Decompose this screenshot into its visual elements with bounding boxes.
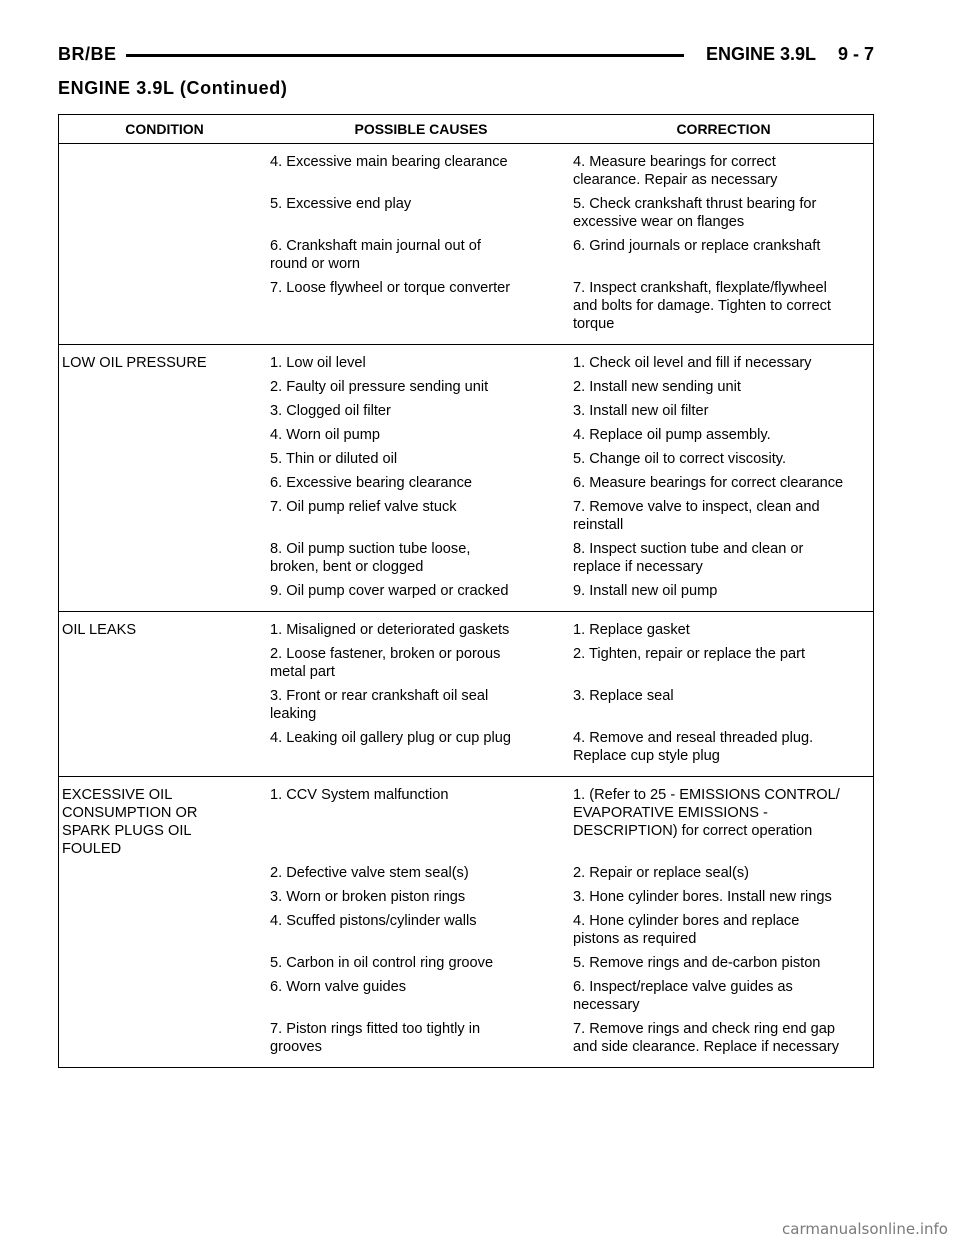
condition-cell [59, 954, 268, 972]
correction-cell: 6. Inspect/replace valve guides as necessary [573, 979, 793, 1013]
column-header-correction: CORRECTION [676, 121, 771, 137]
condition-cell: EXCESSIVE OIL CONSUMPTION OR SPARK PLUGS OIL FOULED [62, 787, 198, 857]
correction-cell: 7. Remove rings and check ring end gap and side clearance. Replace if necessary [573, 1021, 840, 1055]
table-row [59, 912, 873, 948]
table-row [59, 426, 873, 444]
condition-cell [59, 402, 268, 420]
cause-cell: 6. Excessive bearing clearance [270, 475, 472, 491]
cause-cell: 5. Carbon in oil control ring groove [270, 955, 494, 971]
condition-cell [59, 474, 268, 492]
table-row [59, 645, 873, 681]
correction-cell: 4. Hone cylinder bores and replace pistons as required [573, 913, 800, 947]
page-subtitle: ENGINE 3.9L (Continued) [58, 78, 288, 98]
table-header [59, 115, 873, 144]
table-row [59, 786, 873, 858]
correction-cell: 7. Remove valve to inspect, clean and reinstall [573, 499, 820, 533]
correction-cell: 7. Inspect crankshaft, flexplate/flywheel and bolts for damage. Tighten to correct torque [573, 280, 831, 332]
condition-cell [59, 978, 268, 1014]
table-row [59, 540, 873, 576]
correction-cell: 4. Measure bearings for correct clearance. Repair as necessary [573, 154, 778, 188]
condition-group [59, 612, 873, 777]
table-row [59, 279, 873, 333]
correction-cell: 8. Inspect suction tube and clean or replace if necessary [573, 541, 804, 575]
correction-cell: 3. Replace seal [573, 688, 674, 704]
table-row [59, 450, 873, 468]
condition-cell: OIL LEAKS [62, 622, 137, 638]
table-row [59, 354, 873, 372]
correction-cell: 2. Repair or replace seal(s) [573, 865, 750, 881]
table-row [59, 1020, 873, 1056]
condition-cell [59, 195, 268, 231]
condition-cell [59, 582, 268, 600]
correction-cell: 1. Replace gasket [573, 622, 690, 638]
condition-cell [59, 729, 268, 765]
correction-cell: 4. Remove and reseal threaded plug. Replace cup style plug [573, 730, 814, 764]
table-row [59, 687, 873, 723]
table-row [59, 888, 873, 906]
correction-cell: 6. Measure bearings for correct clearance [573, 475, 844, 491]
cause-cell: 7. Loose flywheel or torque converter [270, 280, 511, 296]
cause-cell: 4. Scuffed pistons/cylinder walls [270, 913, 477, 929]
correction-cell: 2. Install new sending unit [573, 379, 741, 395]
cause-cell: 2. Defective valve stem seal(s) [270, 865, 469, 881]
correction-cell: 4. Replace oil pump assembly. [573, 427, 771, 443]
cause-cell: 1. CCV System malfunction [270, 787, 449, 803]
correction-cell: 1. Check oil level and fill if necessary [573, 355, 812, 371]
table-row [59, 864, 873, 882]
table-row [59, 378, 873, 396]
condition-cell [59, 888, 268, 906]
cause-cell: 3. Worn or broken piston rings [270, 889, 466, 905]
section-title: ENGINE 3.9L [705, 44, 816, 64]
correction-cell: 1. (Refer to 25 - EMISSIONS CONTROL/ EVAPORATIVE EMISSIONS - DESCRIPTION) for correct operation [573, 787, 840, 839]
table-row [59, 954, 873, 972]
correction-cell: 5. Change oil to correct viscosity. [573, 451, 787, 467]
correction-cell: 6. Grind journals or replace crankshaft [573, 238, 821, 254]
condition-cell [59, 540, 268, 576]
table-row [59, 474, 873, 492]
cause-cell: 3. Clogged oil filter [270, 403, 391, 419]
cause-cell: 2. Loose fastener, broken or porous metal part [270, 646, 501, 680]
correction-cell: 3. Hone cylinder bores. Install new rings [573, 889, 832, 905]
table-row [59, 978, 873, 1014]
table-row [59, 153, 873, 189]
cause-cell: 1. Low oil level [270, 355, 366, 371]
page-number: 9 - 7 [837, 44, 874, 64]
header-rule [126, 54, 684, 57]
column-header-causes: POSSIBLE CAUSES [354, 121, 488, 137]
cause-cell: 6. Crankshaft main journal out of round or worn [270, 238, 481, 272]
cause-cell: 9. Oil pump cover warped or cracked [270, 583, 509, 599]
condition-cell [59, 450, 268, 468]
condition-cell [59, 279, 268, 333]
condition-cell [59, 498, 268, 534]
correction-cell: 3. Install new oil filter [573, 403, 709, 419]
condition-group [59, 345, 873, 612]
condition-group [59, 777, 873, 1067]
condition-group [59, 144, 873, 345]
correction-cell: 5. Check crankshaft thrust bearing for excessive wear on flanges [573, 196, 817, 230]
condition-cell [59, 645, 268, 681]
cause-cell: 2. Faulty oil pressure sending unit [270, 379, 489, 395]
cause-cell: 8. Oil pump suction tube loose, broken, bent or clogged [270, 541, 471, 575]
table-row [59, 621, 873, 639]
table-row [59, 402, 873, 420]
cause-cell: 4. Excessive main bearing clearance [270, 154, 508, 170]
cause-cell: 3. Front or rear crankshaft oil seal leaking [270, 688, 489, 722]
cause-cell: 4. Leaking oil gallery plug or cup plug [270, 730, 511, 746]
condition-cell [59, 153, 268, 189]
condition-cell [59, 1020, 268, 1056]
correction-cell: 2. Tighten, repair or replace the part [573, 646, 806, 662]
cause-cell: 7. Oil pump relief valve stuck [270, 499, 457, 515]
manual-code: BR/BE [58, 44, 117, 64]
cause-cell: 5. Excessive end play [270, 196, 412, 212]
table-body [59, 144, 873, 1067]
header-right [706, 44, 874, 65]
correction-cell: 5. Remove rings and de-carbon piston [573, 955, 821, 971]
condition-cell [59, 237, 268, 273]
condition-cell [59, 426, 268, 444]
condition-cell [59, 378, 268, 396]
condition-cell [59, 687, 268, 723]
condition-cell: LOW OIL PRESSURE [62, 355, 207, 371]
table-row [59, 195, 873, 231]
table-row [59, 498, 873, 534]
watermark: carmanualsonline.info [782, 1220, 948, 1238]
diagnosis-table [58, 114, 874, 1068]
table-row [59, 237, 873, 273]
condition-cell [59, 912, 268, 948]
correction-cell: 9. Install new oil pump [573, 583, 718, 599]
table-row [59, 582, 873, 600]
cause-cell: 7. Piston rings fitted too tightly in grooves [270, 1021, 481, 1055]
cause-cell: 6. Worn valve guides [270, 979, 407, 995]
cause-cell: 5. Thin or diluted oil [270, 451, 398, 467]
page-header [58, 44, 874, 70]
column-header-condition: CONDITION [125, 121, 204, 137]
cause-cell: 4. Worn oil pump [270, 427, 381, 443]
condition-cell [59, 864, 268, 882]
table-row [59, 729, 873, 765]
cause-cell: 1. Misaligned or deteriorated gaskets [270, 622, 510, 638]
